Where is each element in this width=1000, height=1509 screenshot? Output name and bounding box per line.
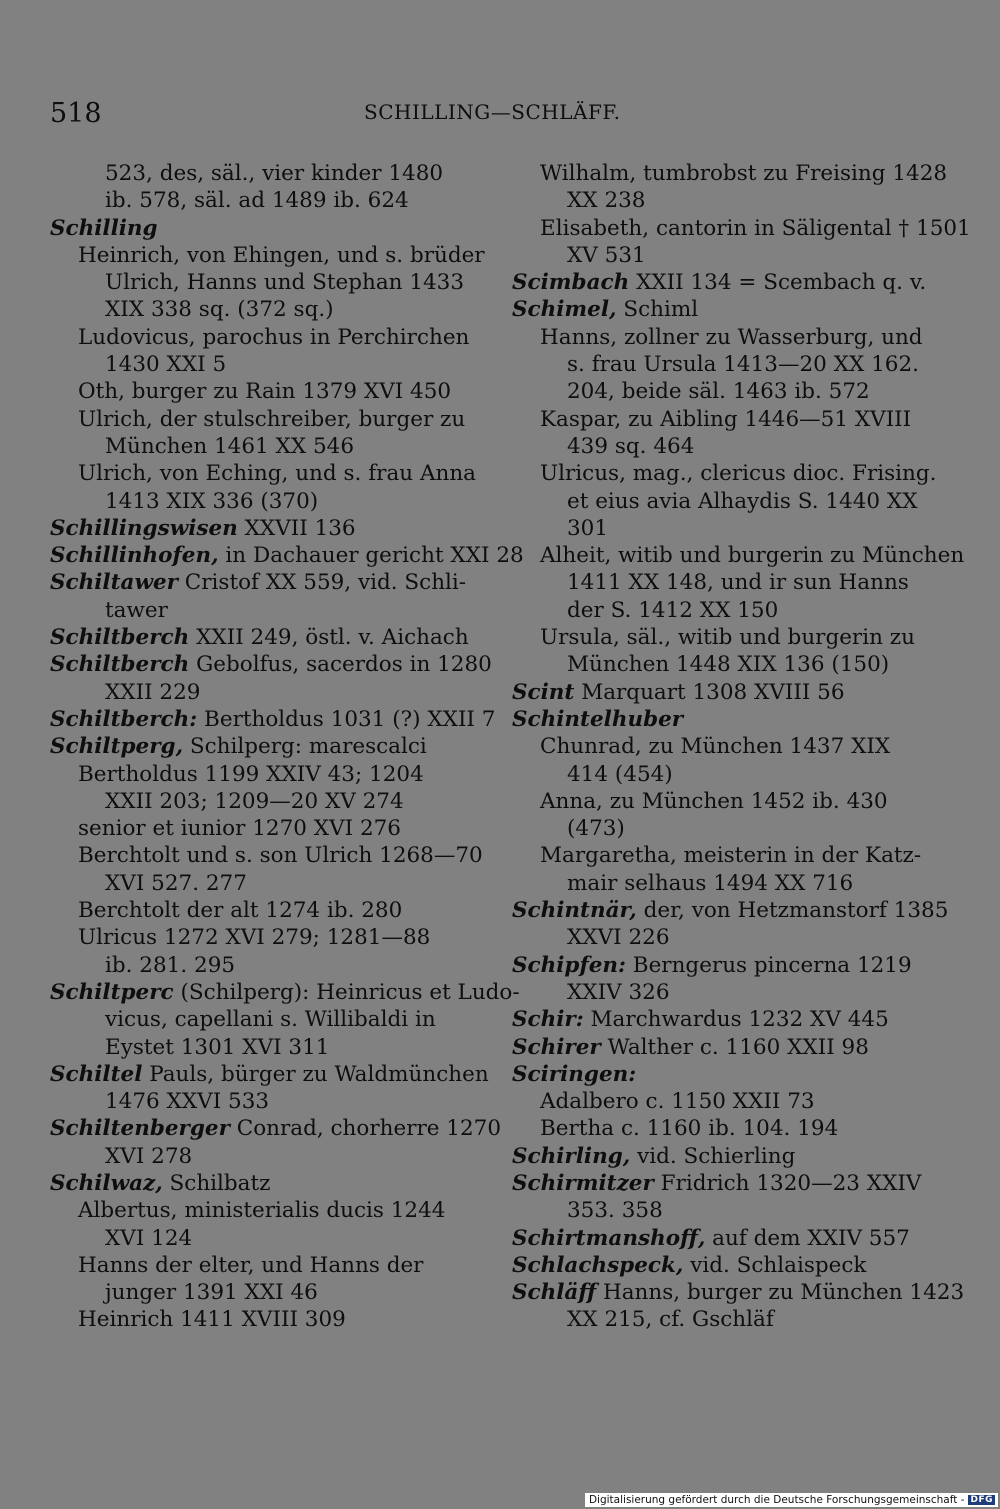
index-entry-text: mair selhaus 1494 XX 716 xyxy=(567,870,854,896)
index-entry-line xyxy=(512,870,934,897)
index-headword-line xyxy=(50,1115,502,1142)
index-entry-line xyxy=(512,569,934,596)
index-entry-text: XIX 338 sq. (372 sq.) xyxy=(105,297,334,323)
index-headword-line xyxy=(512,706,934,733)
index-entry-line xyxy=(512,406,934,433)
index-headword: Schiltperg, xyxy=(50,734,184,760)
index-entry-text: XXII 203; 1209—20 XV 274 xyxy=(105,788,404,814)
index-entry-line xyxy=(512,187,934,214)
index-entry-text: XVI 278 xyxy=(105,1143,193,1169)
index-entry-text: Ulricus 1272 XVI 279; 1281—88 xyxy=(78,925,431,951)
index-headword: Schiltberch: xyxy=(50,706,198,732)
index-entry-text: 414 (454) xyxy=(567,761,673,787)
index-entry-line xyxy=(50,1197,472,1224)
index-headword: Schiltel xyxy=(50,1061,143,1087)
index-entry-text: Conrad, chorherre 1270 xyxy=(229,1116,502,1142)
index-headword: Schirer xyxy=(512,1034,601,1060)
index-headword-line xyxy=(512,1252,934,1279)
index-headword-line xyxy=(50,1170,472,1197)
index-entry-line xyxy=(512,979,934,1006)
index-entry-text: XVI 124 xyxy=(105,1225,193,1251)
index-headword-line xyxy=(512,1225,934,1252)
index-entry-text: Heinrich 1411 XVIII 309 xyxy=(78,1307,346,1333)
index-headword: Schläff xyxy=(512,1280,597,1306)
index-entry-text: XXII 229 xyxy=(105,679,201,705)
index-entry-line xyxy=(512,788,934,815)
index-entry-text: 1430 XXI 5 xyxy=(105,352,227,378)
index-entry-text: 1413 XIX 336 (370) xyxy=(105,488,319,514)
index-entry-line xyxy=(512,242,934,269)
index-entry-line xyxy=(50,679,472,706)
index-entry-line xyxy=(50,761,472,788)
index-entry-text: Elisabeth, cantorin in Säligental † 1501 xyxy=(540,215,971,241)
index-headword-line xyxy=(50,706,496,733)
index-entry-text: Ursula, säl., witib und burgerin zu xyxy=(540,625,915,651)
index-entry-line xyxy=(50,351,472,378)
index-entry-text: junger 1391 XXI 46 xyxy=(105,1280,318,1306)
index-entry-text: XXII 134 = Scembach q. v. xyxy=(629,270,927,296)
running-head: SCHILLING—SCHLÄFF. xyxy=(364,100,621,124)
index-entry-text: Ulrich, von Eching, und s. frau Anna xyxy=(78,461,476,487)
index-headword: Scimbach xyxy=(512,270,630,296)
index-entry-line xyxy=(50,815,472,842)
index-entry-line xyxy=(50,378,472,405)
index-entry-text: XX 238 xyxy=(567,188,646,214)
index-entry-line xyxy=(50,242,485,269)
index-entry-line xyxy=(512,351,934,378)
index-entry-text: Berchtolt der alt 1274 ib. 280 xyxy=(78,898,403,924)
index-entry-text: Kaspar, zu Aibling 1446—51 XVIII xyxy=(540,406,912,432)
index-headword-line xyxy=(512,897,949,924)
index-entry-text: vid. Schierling xyxy=(630,1143,796,1169)
index-entry-line xyxy=(50,324,472,351)
index-headword-line xyxy=(512,1034,934,1061)
index-headword: Schillingswisen xyxy=(50,515,238,541)
index-entry-text: Anna, zu München 1452 ib. 430 xyxy=(540,788,888,814)
right-column xyxy=(512,160,971,1334)
index-headword-line xyxy=(50,624,472,651)
index-entry-line xyxy=(512,733,934,760)
index-headword-line xyxy=(512,952,934,979)
index-entry-text: Bertholdus 1031 (?) XXII 7 xyxy=(197,706,496,732)
index-entry-line xyxy=(512,597,934,624)
index-entry-line xyxy=(50,460,476,487)
index-headword-line xyxy=(50,651,492,678)
index-entry-text: vid. Schlaispeck xyxy=(683,1252,867,1278)
index-headword: Schillinhofen, xyxy=(50,543,219,569)
index-entry-text: Cristof XX 559, vid. Schli- xyxy=(177,570,467,596)
index-entry-text: Schilbatz xyxy=(162,1170,271,1196)
index-headword: Schir: xyxy=(512,1007,584,1033)
index-headword-line xyxy=(512,1006,934,1033)
index-entry-text: in Dachauer gericht XXI 28 xyxy=(218,543,524,569)
index-entry-text: Walther c. 1160 XXII 98 xyxy=(600,1034,869,1060)
index-headword-line xyxy=(50,1061,489,1088)
index-entry-text: 204, beide säl. 1463 ib. 572 xyxy=(567,379,870,405)
index-entry-text: 439 sq. 464 xyxy=(567,433,695,459)
index-entry-line xyxy=(50,597,472,624)
index-entry-line xyxy=(512,160,948,187)
index-entry-text: Hanns, zollner zu Wasserburg, und xyxy=(540,324,923,350)
index-entry-text: (473) xyxy=(567,816,625,842)
index-entry-text: der S. 1412 XX 150 xyxy=(567,597,779,623)
index-headword: Schlachspeck, xyxy=(512,1252,684,1278)
index-entry-line xyxy=(50,952,472,979)
index-headword: Schintelhuber xyxy=(512,706,684,732)
index-entry-text: XXVI 226 xyxy=(567,925,670,951)
index-entry-text: (Schilperg): Heinricus et Ludo- xyxy=(173,979,520,1005)
index-entry-text: Marchwardus 1232 XV 445 xyxy=(583,1007,889,1033)
index-entry-text: senior et iunior 1270 XVI 276 xyxy=(78,816,401,842)
index-entry-line xyxy=(512,624,934,651)
index-headword-line xyxy=(512,679,934,706)
index-headword-line xyxy=(512,1061,934,1088)
index-entry-line xyxy=(50,842,483,869)
index-headword: Scint xyxy=(512,679,575,705)
index-entry-text: Adalbero c. 1150 XXII 73 xyxy=(540,1089,815,1115)
index-headword: Schimel, xyxy=(512,297,617,323)
index-entry-text: XX 215, cf. Gschläf xyxy=(567,1307,774,1333)
index-entry-line xyxy=(512,488,934,515)
index-headword-line xyxy=(50,542,524,569)
index-entry-line xyxy=(50,1006,472,1033)
index-entry-line xyxy=(512,651,934,678)
index-entry-text: Pauls, bürger zu Waldmünchen xyxy=(142,1061,489,1087)
index-entry-line xyxy=(50,406,472,433)
page-number: 518 xyxy=(50,98,102,129)
index-entry-line xyxy=(50,296,472,323)
index-entry-line xyxy=(50,924,472,951)
index-entry-text: Ulrich, der stulschreiber, burger zu xyxy=(78,406,466,432)
index-entry-text: Schilperg: marescalci xyxy=(183,734,427,760)
index-headword-line xyxy=(50,215,472,242)
index-headword-line xyxy=(512,296,934,323)
index-entry-text: XVI 527. 277 xyxy=(105,870,247,896)
index-entry-text: Hanns der elter, und Hanns der xyxy=(78,1252,424,1278)
index-entry-line xyxy=(50,788,472,815)
index-entry-text: ib. 281. 295 xyxy=(105,952,236,978)
footer-text: Digitalisierung gefördert durch die Deutsche Forschungsgemeinschaft - xyxy=(588,1494,965,1506)
index-entry-line xyxy=(512,433,934,460)
index-headword: Schiltawer xyxy=(50,570,178,596)
index-entry-text: Fridrich 1320—23 XXIV xyxy=(653,1170,922,1196)
index-entry-text: auf dem XXIV 557 xyxy=(705,1225,910,1251)
index-headword-line xyxy=(512,269,934,296)
index-entry-line xyxy=(512,924,934,951)
index-headword: Sciringen: xyxy=(512,1061,637,1087)
index-entry-line xyxy=(50,187,472,214)
index-entry-line xyxy=(512,215,971,242)
index-entry-line xyxy=(512,542,965,569)
index-entry-text: XXII 249, östl. v. Aichach xyxy=(189,625,469,651)
index-entry-line xyxy=(512,378,934,405)
index-entry-line xyxy=(50,160,472,187)
index-entry-line xyxy=(512,842,934,869)
index-entry-line xyxy=(512,815,934,842)
index-entry-line xyxy=(50,269,472,296)
index-entry-text: 523, des, säl., vier kinder 1480 xyxy=(105,161,444,186)
index-entry-text: et eius avia Alhaydis S. 1440 XX xyxy=(567,488,918,514)
index-entry-text: Marquart 1308 XVIII 56 xyxy=(574,679,845,705)
dfg-logo: DFG xyxy=(970,1495,993,1505)
index-entry-text: Oth, burger zu Rain 1379 XVI 450 xyxy=(78,379,452,405)
index-entry-text: München 1448 XIX 136 (150) xyxy=(567,652,890,678)
index-entry-text: Albertus, ministerialis ducis 1244 xyxy=(78,1198,446,1224)
index-entry-text: ib. 578, säl. ad 1489 ib. 624 xyxy=(105,188,409,214)
index-entry-line xyxy=(50,1225,472,1252)
index-headword: Schilling xyxy=(50,215,158,241)
index-entry-text: Heinrich, von Ehingen, und s. brüder xyxy=(78,242,485,268)
index-entry-text: Bertha c. 1160 ib. 104. 194 xyxy=(540,1116,839,1142)
index-entry-text: Wilhalm, tumbrobst zu Freising 1428 xyxy=(540,161,948,186)
index-entry-line xyxy=(50,488,472,515)
index-entry-line xyxy=(512,761,934,788)
index-entry-line xyxy=(50,1088,472,1115)
index-entry-line xyxy=(50,1252,472,1279)
index-headword-line xyxy=(512,1279,965,1306)
index-entry-line xyxy=(512,1115,934,1142)
index-headword-line xyxy=(50,979,520,1006)
index-entry-line xyxy=(50,1279,472,1306)
index-entry-text: Alheit, witib und burgerin zu München xyxy=(540,543,965,569)
index-entry-line xyxy=(512,1197,934,1224)
index-headword: Schipfen: xyxy=(512,952,626,978)
index-headword: Schintnär, xyxy=(512,898,637,924)
index-entry-line xyxy=(50,433,472,460)
index-headword-line xyxy=(50,733,472,760)
left-column xyxy=(50,160,524,1334)
index-entry-text: XV 531 xyxy=(567,242,646,268)
index-entry-text: Chunrad, zu München 1437 XIX xyxy=(540,734,891,760)
index-headword: Schiltenberger xyxy=(50,1116,230,1142)
index-headword: Schiltberch xyxy=(50,652,190,678)
index-entry-line xyxy=(512,324,934,351)
index-entry-text: 1476 XXVI 533 xyxy=(105,1089,270,1115)
index-entry-text: XXVII 136 xyxy=(237,515,356,541)
index-entry-line xyxy=(50,870,472,897)
index-headword: Schilwaz, xyxy=(50,1170,163,1196)
index-entry-line xyxy=(50,1143,472,1170)
footer-credit xyxy=(585,1493,998,1507)
index-entry-text: der, von Hetzmanstorf 1385 xyxy=(636,898,949,924)
index-entry-text: München 1461 XX 546 xyxy=(105,433,355,459)
index-entry-text: XXIV 326 xyxy=(567,979,670,1005)
index-headword: Schiltberch xyxy=(50,625,190,651)
index-entry-text: Ulrich, Hanns und Stephan 1433 xyxy=(105,270,465,296)
index-headword-line xyxy=(512,1143,934,1170)
index-entry-text: vicus, capellani s. Willibaldi in xyxy=(105,1007,436,1033)
index-headword: Schirmitzer xyxy=(512,1170,654,1196)
index-entry-text: Ulricus, mag., clericus dioc. Frising. xyxy=(540,461,937,487)
index-entry-text: Ludovicus, parochus in Perchirchen xyxy=(78,324,470,350)
index-entry-line xyxy=(512,1088,934,1115)
index-headword-line xyxy=(512,1170,934,1197)
index-entry-line xyxy=(512,460,937,487)
index-entry-text: s. frau Ursula 1413—20 XX 162. xyxy=(567,352,919,378)
index-entry-text: 301 xyxy=(567,515,609,541)
index-entry-text: Eystet 1301 XVI 311 xyxy=(105,1034,330,1060)
index-headword: Schirtmanshoff, xyxy=(512,1225,706,1251)
index-entry-text: Berchtolt und s. son Ulrich 1268—70 xyxy=(78,843,483,869)
index-entry-line xyxy=(50,1306,472,1333)
index-entry-text: 353. 358 xyxy=(567,1198,663,1224)
index-entry-line xyxy=(50,897,472,924)
index-headword: Schirling, xyxy=(512,1143,631,1169)
index-entry-text: Gebolfus, sacerdos in 1280 xyxy=(189,652,492,678)
index-entry-line xyxy=(512,515,934,542)
index-entry-text: Schiml xyxy=(616,297,699,323)
index-headword: Schiltperc xyxy=(50,979,174,1005)
index-entry-line xyxy=(50,1034,472,1061)
index-headword-line xyxy=(50,569,472,596)
index-entry-text: Bertholdus 1199 XXIV 43; 1204 xyxy=(78,761,424,787)
index-entry-text: tawer xyxy=(105,597,168,623)
index-entry-line xyxy=(512,1306,934,1333)
index-entry-text: Hanns, burger zu München 1423 xyxy=(596,1280,965,1306)
index-headword-line xyxy=(50,515,472,542)
index-entry-text: Margaretha, meisterin in der Katz- xyxy=(540,843,922,869)
index-entry-text: 1411 XX 148, und ir sun Hanns xyxy=(567,570,909,596)
index-entry-text: Berngerus pincerna 1219 xyxy=(625,952,912,978)
